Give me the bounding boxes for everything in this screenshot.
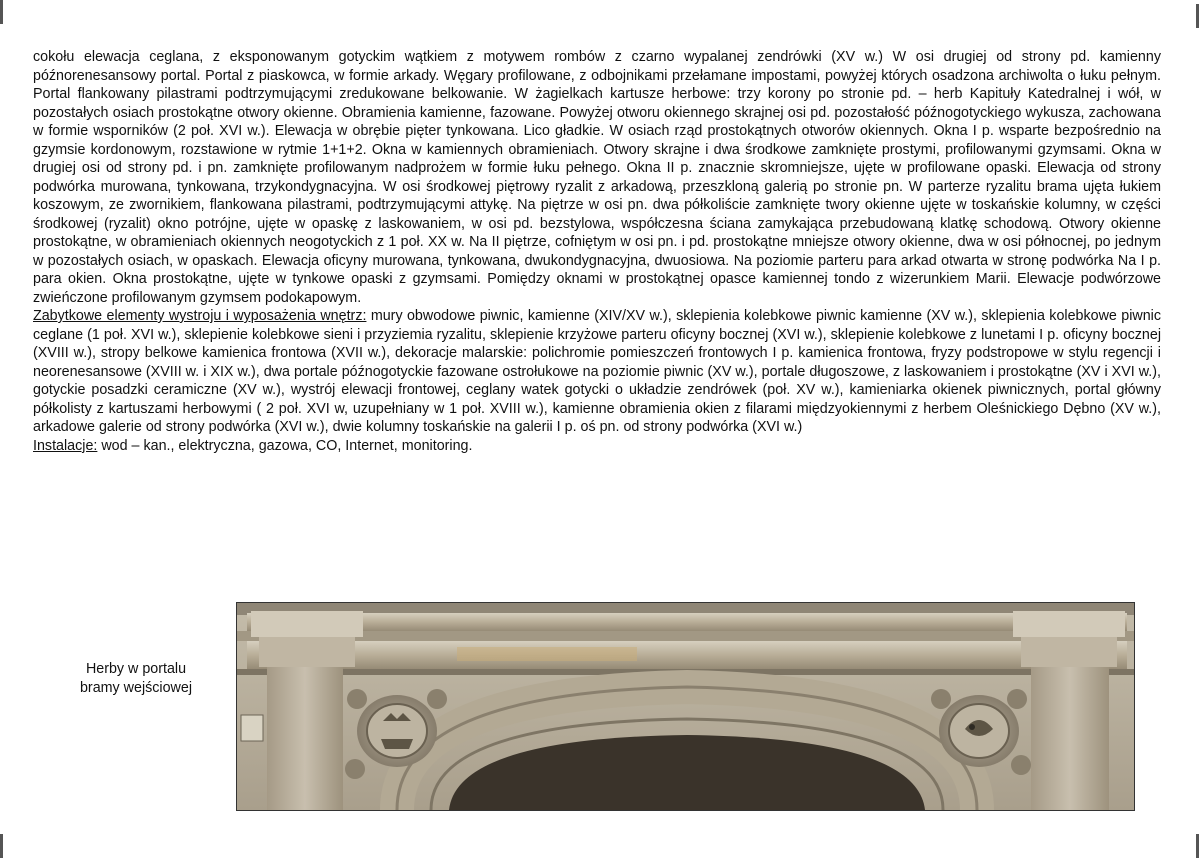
figure-caption	[56, 660, 216, 697]
historic-elements-paragraph	[33, 307, 1161, 437]
scan-edge-mark-bottom-left	[0, 834, 3, 858]
description-paragraph: cokołu elewacja ceglana, z eksponowanym gotyckim wątkiem z motywem rombów z czarno wypalanej zendrówki (XV w.) W osi drugiej od strony pd. kamienny późnorenesansowy portal. Portal z piaskowca, w formie arkady. Węgary profilowane, z odbojnikami przełamane impostami, powyżej których osadzona archiwolta o łuku pełnym. Portal flankowany pilastrami podtrzymującymi zredukowane belkowanie. W żagielkach kartusze herbowe: trzy korony po stronie pd. – herb Kapituły Katedralnej i wół, w pozostałych osiach prostokątne otwory okienne. Obramienia kamienne, fazowane. Powyżej otworu okiennego skrajnej osi pd. pozostałość późnogotyckiego wykusza, zachowana w formie wsporników (2 poł. XVI w.). Elewacja w obrębie pięter tynkowana. Lico gładkie. W osiach rząd prostokątnych otworów okiennych. Okna I p. wsparte bezpośrednio na gzymsie kordonowym, rozstawione w rytmie 1+1+2. Okna w kamiennych obramieniach. Otwory skrajne i dwa środkowe zamknięte prostymi, profilowanymi gzymsami. Okna w drugiej osi od strony pd. i pn. zamknięte profilowanym nadprożem w formie łuku pełnego. Okna II p. znacznie skromniejsze, ujęte w profilowane opaski. Elewacja od strony podwórka murowana, tynkowana, trzykondygnacyjna. W osi środkowej piętrowy ryzalit z arkadową, przeszkloną galerią po stronie pn. W parterze ryzalitu brama ujęta łukiem koszowym, ze zwornikiem, flankowana pilastrami, podtrzymującymi attykę. Na piętrze w osi pn. dwa półkoliście zamknięte twory okienne ujęte w toskańskie kolumny, w części środkowej (ryzalit) okno potrójne, ujęte w opaskę z laskowaniem, w osi pd. bezstylowa, współczesna ściana zamykająca przebudowaną klatkę schodową. Otwory okienne prostokątne, w obramieniach okiennych neogotyckich z 1 poł. XX w. Na II piętrze, cofniętym w osi pn. i pd. prostokątne mniejsze otwory okienne, dwa w osi północnej, po jednym w pozostałych osiach, w opaskach. Elewacja oficyny murowana, tynkowana, dwukondygnacyjna, dwuosiowa. Na poziomie parteru para arkad otwarta w stronę podwórka Na I p. para okien. Okna prostokątne, ujęte w tynkowe opaski z gzymsami. Pomiędzy oknami w prostokątnej opasce kamiennej tondo z wizerunkiem Marii. Elewacje podwórzowe zwieńczone profilowanym gzymsem podokapowym.	[33, 49, 1161, 306]
installations-text: wod – kan., elektryczna, gazowa, CO, Internet, monitoring.	[97, 437, 473, 454]
caption-line-2: bramy wejściowej	[79, 679, 193, 696]
installations-heading: Instalacje:	[33, 437, 98, 454]
caption-line-1: Herby w portalu	[85, 661, 187, 677]
portal-photo-drawing	[237, 603, 1134, 810]
historic-elements-heading: Zabytkowe elementy wystroju i wyposażenia wnętrz:	[33, 308, 367, 324]
historic-elements-text: mury obwodowe piwnic, kamienne (XIV/XV w.), sklepienia kolebkowe piwnic kamienne (XV w.), sklepienia kolebkowe piwnic ceglane (1 poł. XVI w.), sklepienie kolebkowe sieni i przyziemia ryzalitu, sklepienie krzyżowe parteru oficyny bocznej (XVI w.), sklepienie kolebkowe z lunetami I p. oficyny bocznej (XVIII w.), stropy belkowe kamienica frontowa (XVII w.), dekoracje malarskie: polichromie pomieszczeń frontowych I p. kamienica frontowa, fryzy podstropowe w stylu regencji i neorenesansowe (XVIII w. i XIX w.), dwa portale późnogotyckie fazowane ostrołukowe na poziomie piwnic (XV w.), portale długoszowe, z laskowaniem i prostokątne (XV i XVI w.), gotyckie posadzki ceramiczne (XV w.), wystrój elewacji frontowej, ceglany watek gotycki o układzie zendrówek (poł. XV w.), kamieniarka okienek piwnicznych, portal główny półkolisty z kartuszami herbowymi ( 2 poł. XVI w, uzupełniany w 1 poł. XVIII w.), kamienne obramienia okien z filarami międzyokiennymi z herbem Oleśnickiego Dębno (XV w.), arkadowe galerie od strony podwórka (XVI w.), dwie kolumny toskańskie na galerii I p. oś pn. od strony podwórka (XVI w.)	[33, 308, 1161, 435]
document-body	[33, 48, 1161, 455]
portal-photo	[236, 602, 1135, 811]
scan-edge-mark-top-left	[0, 0, 3, 24]
installations-paragraph	[33, 437, 1161, 456]
